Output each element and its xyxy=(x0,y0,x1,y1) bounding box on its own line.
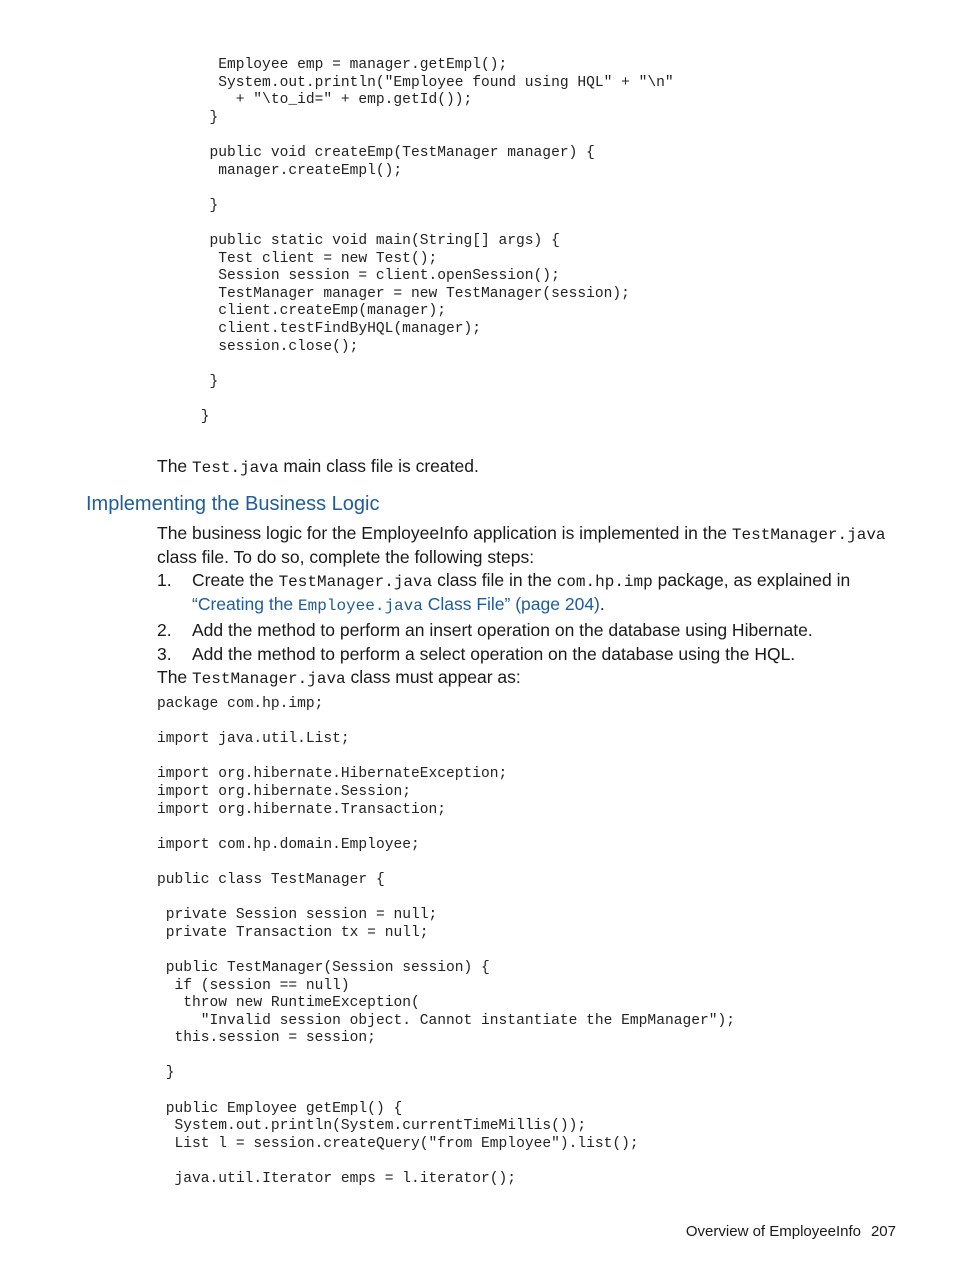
cross-reference-link[interactable]: “Creating the Employee.java Class File” (page 204) xyxy=(192,594,600,615)
code-line: public TestManager(Session session) { xyxy=(157,959,490,976)
code-line: throw new RuntimeException( xyxy=(157,995,420,1012)
code-line: private Transaction tx = null; xyxy=(157,924,429,941)
code-line xyxy=(157,890,735,908)
code-line: } xyxy=(157,1065,175,1082)
code-line: } xyxy=(192,373,219,390)
code-line: public class TestManager { xyxy=(157,871,385,888)
code-line xyxy=(157,819,735,837)
page-footer xyxy=(686,1222,896,1242)
code-line xyxy=(157,1153,735,1171)
inline-code-package: com.hp.imp xyxy=(556,573,653,591)
code-line: + "\to_id=" + emp.getId()); xyxy=(192,92,473,109)
class-appear-note: The TestManager.java class must appear as: xyxy=(157,667,521,688)
step-item-1: 1. Create the TestManager.java class file in the com.hp.imp package, as explained in “Creating the Employee.java Class File” (page 204). xyxy=(157,570,851,615)
code-line xyxy=(192,215,674,233)
code-line: Test client = new Test(); xyxy=(192,250,438,267)
code-line: System.out.println("Employee found using HQL" + "\n" xyxy=(192,74,674,91)
step-number: 2. xyxy=(157,620,172,640)
code-line: client.testFindByHQL(manager); xyxy=(192,320,482,337)
code-listing-testmanager-java xyxy=(157,696,735,1189)
code-line: import com.hp.domain.Employee; xyxy=(157,836,420,853)
page-number: 207 xyxy=(870,1223,896,1240)
inline-code-filename: TestManager.java xyxy=(278,573,433,591)
code-line: java.util.Iterator emps = l.iterator(); xyxy=(157,1171,517,1188)
code-line: if (session == null) xyxy=(157,977,350,994)
code-line: Session session = client.openSession(); xyxy=(192,268,560,285)
code-line: private Session session = null; xyxy=(157,907,438,924)
section-heading: Implementing the Business Logic xyxy=(86,493,380,515)
code-line: import org.hibernate.Session; xyxy=(157,783,411,800)
code-line xyxy=(157,714,735,732)
code-line xyxy=(192,356,674,374)
code-line: "Invalid session object. Cannot instantiate the EmpManager"); xyxy=(157,1012,736,1029)
created-file-note: The Test.java main class file is created. xyxy=(157,456,479,477)
steps-list xyxy=(157,569,897,667)
code-listing-test-java xyxy=(192,57,674,426)
code-line xyxy=(157,854,735,872)
code-line: } xyxy=(192,109,219,126)
code-line: public Employee getEmpl() { xyxy=(157,1100,403,1117)
code-line: TestManager manager = new TestManager(session); xyxy=(192,285,630,302)
code-line: System.out.println(System.currentTimeMillis()); xyxy=(157,1118,587,1135)
code-line xyxy=(192,127,674,145)
step-item-3 xyxy=(157,643,897,665)
code-line: package com.hp.imp; xyxy=(157,696,324,712)
code-line: import java.util.List; xyxy=(157,731,350,748)
step-text: Add the method to perform an insert operation on the database using Hibernate. xyxy=(192,620,813,640)
code-line xyxy=(157,749,735,767)
code-line: } xyxy=(192,197,219,214)
inline-code-filename: Test.java xyxy=(192,459,279,477)
code-line: Employee emp = manager.getEmpl(); xyxy=(192,57,508,73)
code-line: List l = session.createQuery("from Employee").list(); xyxy=(157,1135,639,1152)
code-line xyxy=(157,942,735,960)
step-number: 3. xyxy=(157,644,172,664)
code-line xyxy=(157,1048,735,1066)
code-line: client.createEmp(manager); xyxy=(192,303,446,320)
code-line: session.close(); xyxy=(192,338,359,355)
code-line: import org.hibernate.Transaction; xyxy=(157,801,447,818)
step-item-2 xyxy=(157,619,897,641)
step-text: Add the method to perform a select operation on the database using the HQL. xyxy=(192,644,796,664)
intro-paragraph: The business logic for the EmployeeInfo application is implemented in the TestManager.java class file. To do so, complete the following steps: xyxy=(157,523,886,567)
code-line xyxy=(157,1083,735,1101)
code-line: } xyxy=(192,408,210,425)
code-line xyxy=(192,391,674,409)
code-line xyxy=(192,180,674,198)
inline-code-filename: TestManager.java xyxy=(731,526,886,544)
inline-code-filename: TestManager.java xyxy=(192,670,346,688)
code-line: public void createEmp(TestManager manager) { xyxy=(192,144,595,161)
footer-title: Overview of EmployeeInfo xyxy=(685,1223,861,1240)
step-number: 1. xyxy=(157,570,172,590)
code-line: manager.createEmpl(); xyxy=(192,162,403,179)
code-line: this.session = session; xyxy=(157,1030,376,1047)
code-line: import org.hibernate.HibernateException; xyxy=(157,766,508,783)
code-line: public static void main(String[] args) { xyxy=(192,232,560,249)
